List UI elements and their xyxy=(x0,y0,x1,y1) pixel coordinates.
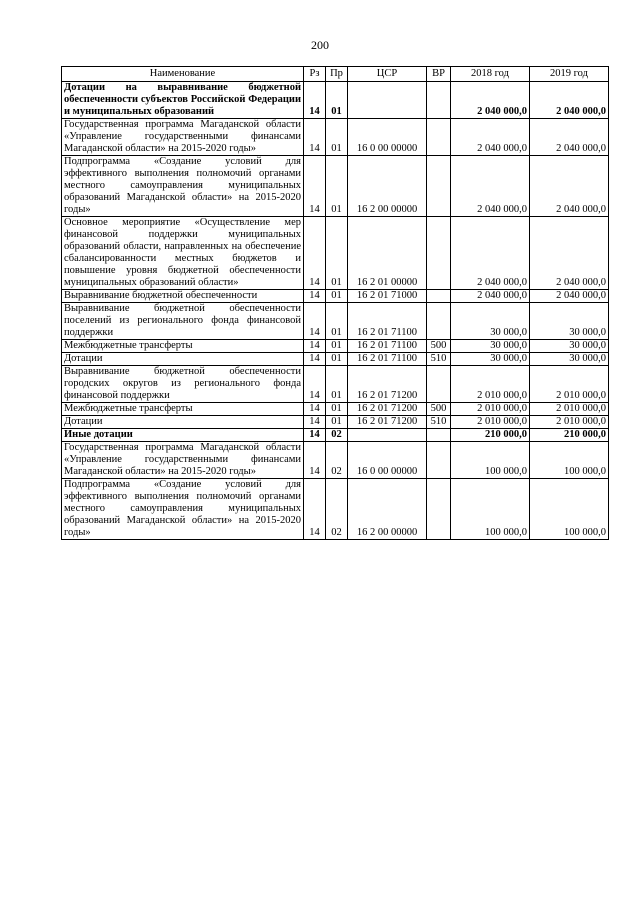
csr-cell: 16 2 01 71100 xyxy=(348,303,427,340)
vr-cell xyxy=(427,303,451,340)
table-row xyxy=(62,340,609,353)
csr-cell: 16 2 01 71100 xyxy=(348,353,427,366)
rz-cell: 14 xyxy=(304,416,326,429)
name-cell: Государственная программа Магаданской области «Управление государственными финансами Магаданской области» на 2015-2020 годы» xyxy=(62,442,304,479)
amount-2018-cell: 30 000,0 xyxy=(451,353,530,366)
pr-cell: 01 xyxy=(326,366,348,403)
header-2019: 2019 год xyxy=(530,67,609,82)
vr-cell: 510 xyxy=(427,416,451,429)
amount-2018-cell: 210 000,0 xyxy=(451,429,530,442)
csr-cell xyxy=(348,429,427,442)
rz-cell: 14 xyxy=(304,366,326,403)
csr-cell: 16 2 00 00000 xyxy=(348,156,427,217)
header-name: Наименование xyxy=(62,67,304,82)
pr-cell: 02 xyxy=(326,479,348,540)
header-pr: Пр xyxy=(326,67,348,82)
table-row xyxy=(62,442,609,479)
vr-cell xyxy=(427,290,451,303)
amount-2019-cell: 30 000,0 xyxy=(530,353,609,366)
amount-2019-cell: 30 000,0 xyxy=(530,340,609,353)
csr-cell: 16 2 01 71200 xyxy=(348,366,427,403)
page-number: 200 xyxy=(311,38,329,52)
pr-cell: 01 xyxy=(326,340,348,353)
rz-cell: 14 xyxy=(304,82,326,119)
vr-cell xyxy=(427,479,451,540)
pr-cell: 01 xyxy=(326,290,348,303)
name-cell: Межбюджетные трансферты xyxy=(62,340,304,353)
rz-cell: 14 xyxy=(304,442,326,479)
header-rz: Рз xyxy=(304,67,326,82)
rz-cell: 14 xyxy=(304,290,326,303)
amount-2019-cell: 2 040 000,0 xyxy=(530,119,609,156)
name-cell: Основное мероприятие «Осуществление мер финансовой поддержки муниципальных образований области, направленных на обеспечение сбалансированности местных бюджетов и повышение уровня бюджетной обеспеченности муниципальных образований области» xyxy=(62,217,304,290)
amount-2018-cell: 30 000,0 xyxy=(451,303,530,340)
amount-2018-cell: 2 040 000,0 xyxy=(451,156,530,217)
rz-cell: 14 xyxy=(304,303,326,340)
rz-cell: 14 xyxy=(304,217,326,290)
vr-cell xyxy=(427,366,451,403)
amount-2018-cell: 2 040 000,0 xyxy=(451,82,530,119)
vr-cell xyxy=(427,156,451,217)
pr-cell: 01 xyxy=(326,82,348,119)
name-cell: Выравнивание бюджетной обеспеченности поселений из регионального фонда финансовой поддержки xyxy=(62,303,304,340)
csr-cell xyxy=(348,82,427,119)
table-row xyxy=(62,119,609,156)
vr-cell xyxy=(427,429,451,442)
rz-cell: 14 xyxy=(304,340,326,353)
table-row xyxy=(62,82,609,119)
name-cell: Иные дотации xyxy=(62,429,304,442)
budget-table xyxy=(61,66,609,540)
table-row xyxy=(62,429,609,442)
vr-cell: 500 xyxy=(427,403,451,416)
name-cell: Выравнивание бюджетной обеспеченности городских округов из регионального фонда финансовой поддержки xyxy=(62,366,304,403)
pr-cell: 01 xyxy=(326,217,348,290)
pr-cell: 01 xyxy=(326,353,348,366)
amount-2018-cell: 100 000,0 xyxy=(451,442,530,479)
pr-cell: 02 xyxy=(326,442,348,479)
vr-cell xyxy=(427,82,451,119)
header-csr: ЦСР xyxy=(348,67,427,82)
name-cell: Выравнивание бюджетной обеспеченности xyxy=(62,290,304,303)
csr-cell: 16 2 01 71100 xyxy=(348,340,427,353)
name-cell: Государственная программа Магаданской области «Управление государственными финансами Магаданской области» на 2015-2020 годы» xyxy=(62,119,304,156)
vr-cell: 500 xyxy=(427,340,451,353)
name-cell: Дотации на выравнивание бюджетной обеспеченности субъектов Российской Федерации и муниципальных образований xyxy=(62,82,304,119)
pr-cell: 01 xyxy=(326,403,348,416)
csr-cell: 16 2 01 71000 xyxy=(348,290,427,303)
amount-2018-cell: 2 040 000,0 xyxy=(451,290,530,303)
amount-2018-cell: 2 040 000,0 xyxy=(451,119,530,156)
table-row xyxy=(62,290,609,303)
table-row xyxy=(62,353,609,366)
table-row xyxy=(62,217,609,290)
amount-2018-cell: 2 010 000,0 xyxy=(451,366,530,403)
vr-cell xyxy=(427,119,451,156)
amount-2019-cell: 100 000,0 xyxy=(530,442,609,479)
amount-2018-cell: 30 000,0 xyxy=(451,340,530,353)
amount-2019-cell: 2 010 000,0 xyxy=(530,366,609,403)
amount-2018-cell: 2 010 000,0 xyxy=(451,416,530,429)
csr-cell: 16 0 00 00000 xyxy=(348,119,427,156)
table-row xyxy=(62,303,609,340)
table-row xyxy=(62,416,609,429)
table-row xyxy=(62,366,609,403)
rz-cell: 14 xyxy=(304,156,326,217)
pr-cell: 01 xyxy=(326,416,348,429)
rz-cell: 14 xyxy=(304,403,326,416)
csr-cell: 16 0 00 00000 xyxy=(348,442,427,479)
vr-cell xyxy=(427,442,451,479)
name-cell: Дотации xyxy=(62,353,304,366)
name-cell: Подпрограмма «Создание условий для эффективного выполнения полномочий органами местного самоуправления муниципальных образований Магаданской области» на 2015-2020 годы» xyxy=(62,156,304,217)
table-row xyxy=(62,479,609,540)
header-2018: 2018 год xyxy=(451,67,530,82)
rz-cell: 14 xyxy=(304,479,326,540)
rz-cell: 14 xyxy=(304,119,326,156)
amount-2019-cell: 2 010 000,0 xyxy=(530,416,609,429)
amount-2019-cell: 210 000,0 xyxy=(530,429,609,442)
rz-cell: 14 xyxy=(304,429,326,442)
vr-cell: 510 xyxy=(427,353,451,366)
csr-cell: 16 2 01 00000 xyxy=(348,217,427,290)
name-cell: Дотации xyxy=(62,416,304,429)
table-row xyxy=(62,403,609,416)
amount-2019-cell: 30 000,0 xyxy=(530,303,609,340)
header-vr: ВР xyxy=(427,67,451,82)
csr-cell: 16 2 00 00000 xyxy=(348,479,427,540)
name-cell: Подпрограмма «Создание условий для эффективного выполнения полномочий органами местного самоуправления муниципальных образований Магаданской области» на 2015-2020 годы» xyxy=(62,479,304,540)
table-header-row xyxy=(62,67,609,82)
csr-cell: 16 2 01 71200 xyxy=(348,403,427,416)
amount-2018-cell: 2 040 000,0 xyxy=(451,217,530,290)
pr-cell: 01 xyxy=(326,119,348,156)
csr-cell: 16 2 01 71200 xyxy=(348,416,427,429)
amount-2019-cell: 2 040 000,0 xyxy=(530,82,609,119)
pr-cell: 01 xyxy=(326,303,348,340)
amount-2019-cell: 2 040 000,0 xyxy=(530,217,609,290)
name-cell: Межбюджетные трансферты xyxy=(62,403,304,416)
table-row xyxy=(62,156,609,217)
table-body xyxy=(62,82,609,540)
vr-cell xyxy=(427,217,451,290)
amount-2019-cell: 2 010 000,0 xyxy=(530,403,609,416)
rz-cell: 14 xyxy=(304,353,326,366)
amount-2019-cell: 2 040 000,0 xyxy=(530,156,609,217)
pr-cell: 01 xyxy=(326,156,348,217)
amount-2018-cell: 2 010 000,0 xyxy=(451,403,530,416)
amount-2019-cell: 2 040 000,0 xyxy=(530,290,609,303)
amount-2019-cell: 100 000,0 xyxy=(530,479,609,540)
amount-2018-cell: 100 000,0 xyxy=(451,479,530,540)
pr-cell: 02 xyxy=(326,429,348,442)
